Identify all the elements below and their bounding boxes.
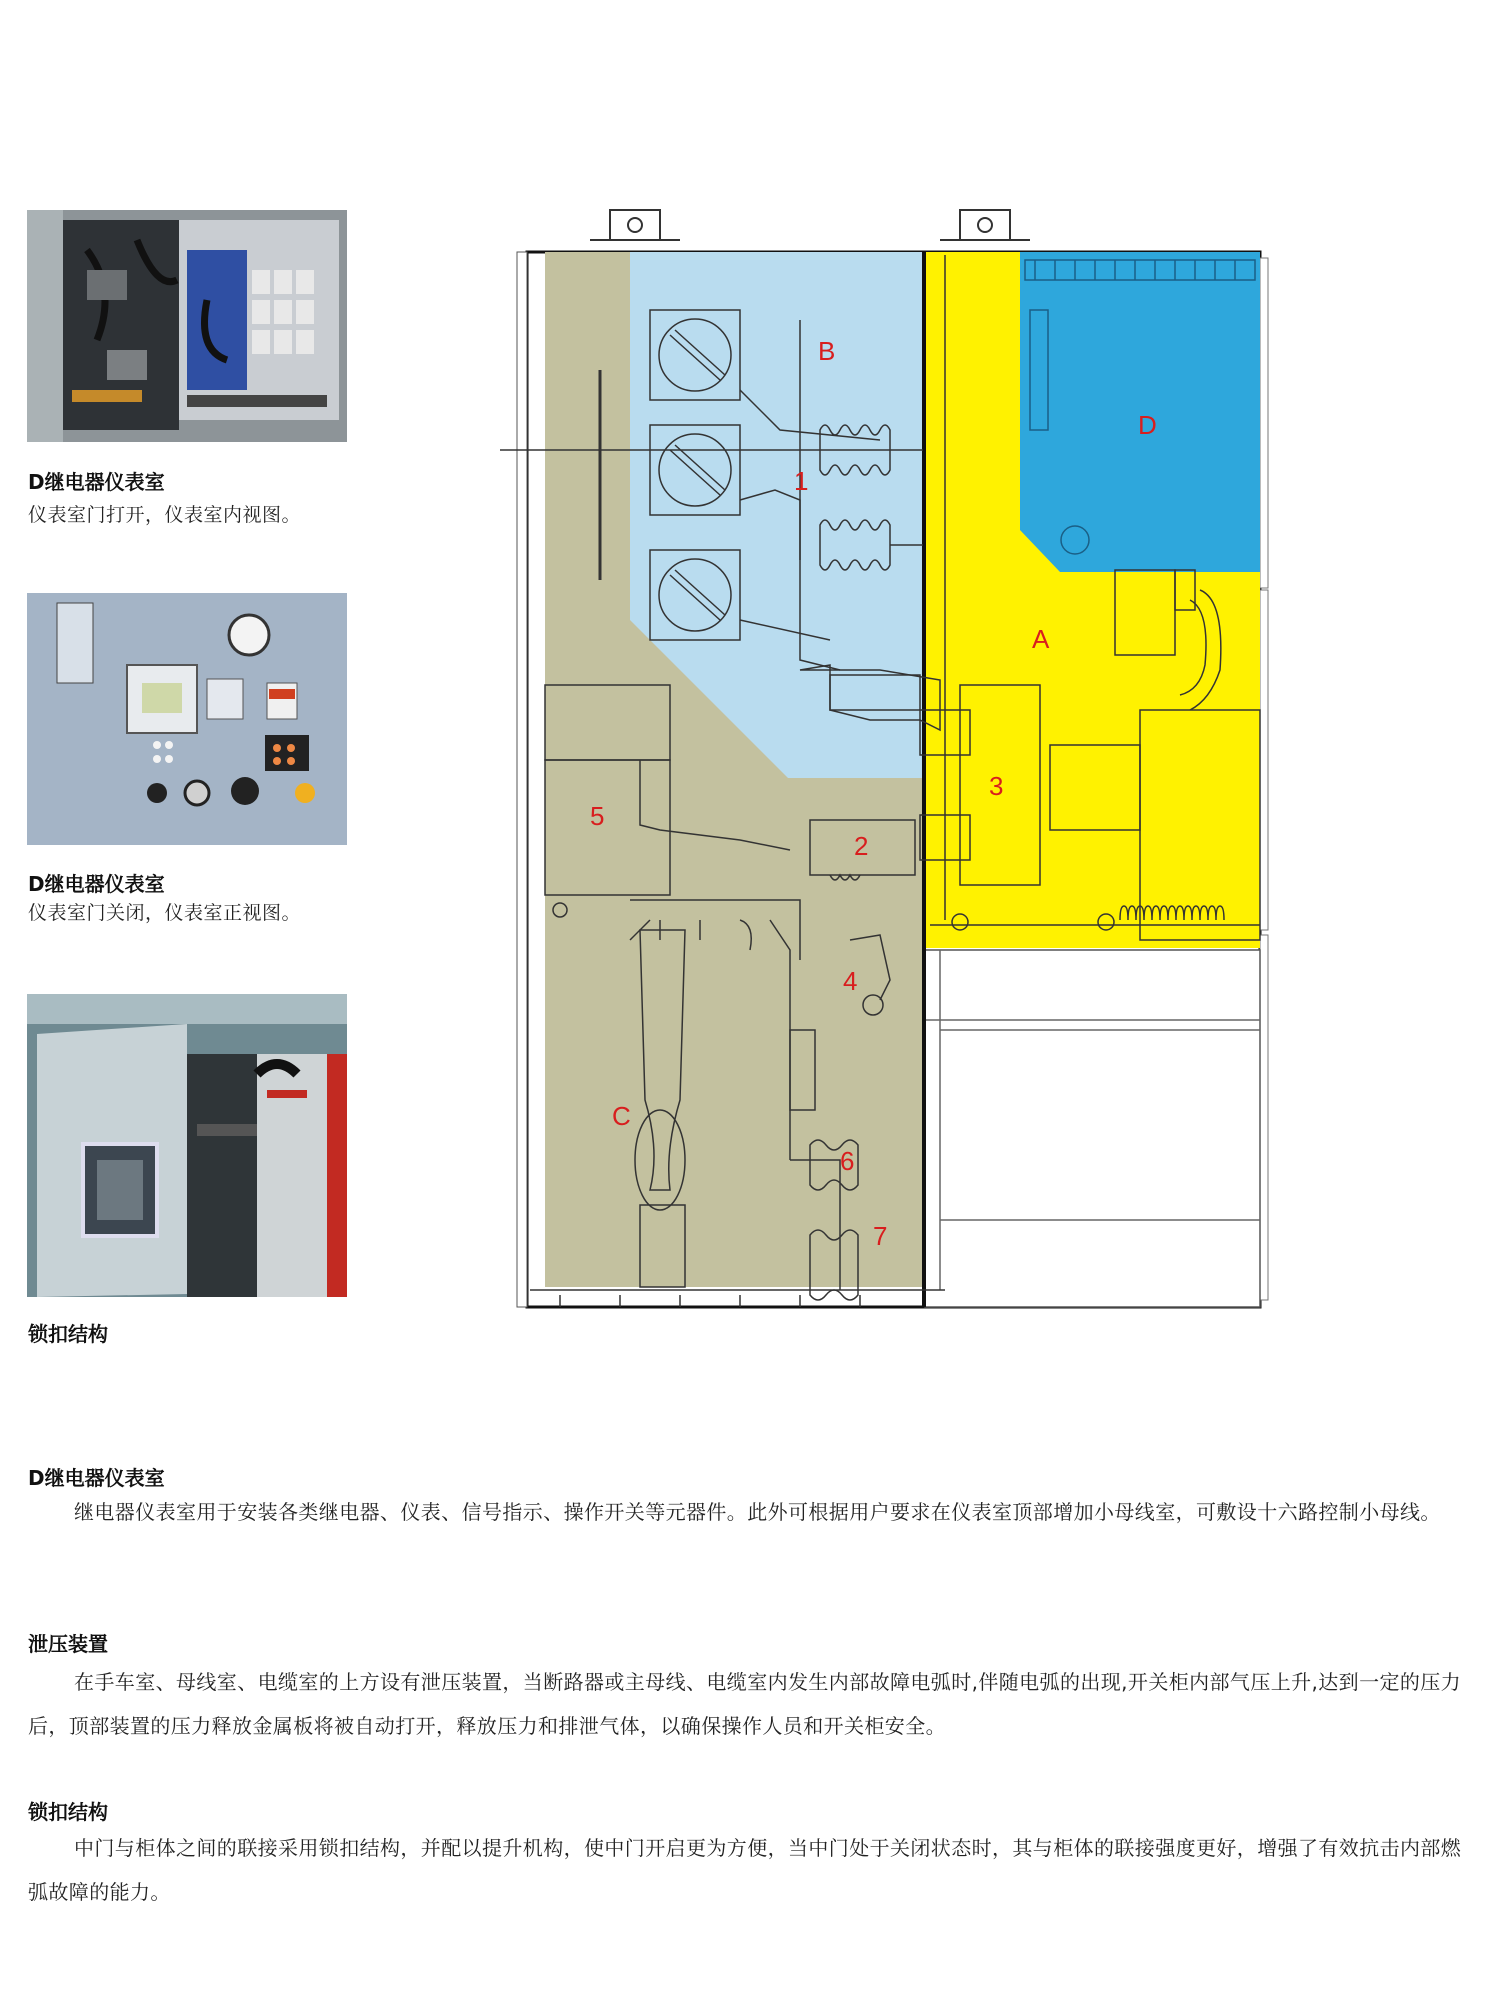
section-1-title: D继电器仪表室: [28, 1466, 165, 1490]
label-7: 7: [873, 1221, 888, 1251]
label-1: 1: [794, 466, 809, 496]
section-1-text: 继电器仪表室用于安装各类继电器、仪表、信号指示、操作开关等元器件。此外可根据用户要求在仪表室顶部增加小母线室，可敷设十六路控制小母线。: [74, 1500, 1441, 1524]
label-3: 3: [989, 771, 1004, 801]
label-a: A: [1032, 624, 1050, 654]
section-3-title: 锁扣结构: [28, 1800, 108, 1824]
label-5: 5: [590, 801, 605, 831]
label-6: 6: [840, 1146, 855, 1176]
photo-relay-room-front: [27, 593, 347, 845]
photo-1-subtitle: 仪表室门打开，仪表室内视图。: [28, 504, 302, 526]
switchgear-cross-section-diagram: [500, 200, 1280, 1320]
label-2: 2: [854, 831, 869, 861]
photo-1-title: D继电器仪表室: [28, 470, 165, 494]
label-4: 4: [843, 966, 858, 996]
lifting-lugs: [590, 210, 1030, 240]
photo-2-subtitle: 仪表室门关闭，仪表室正视图。: [28, 902, 302, 924]
photo-relay-room-open: [27, 210, 347, 442]
section-1-body: [28, 1490, 1468, 1534]
section-3-text: 中门与柜体之间的联接采用锁扣结构，并配以提升机构，使中门开启更为方便，当中门处于关闭状态时，其与柜体的联接强度更好，增强了有效抗击内部燃弧故障的能力。: [28, 1836, 1462, 1904]
section-3-body: [28, 1826, 1468, 1914]
photo-3-title: 锁扣结构: [28, 1322, 108, 1346]
section-2-title: 泄压装置: [28, 1632, 108, 1656]
label-b: B: [818, 336, 836, 366]
label-d: D: [1138, 410, 1157, 440]
photo-2-title: D继电器仪表室: [28, 872, 165, 896]
section-2-text: 在手车室、母线室、电缆室的上方设有泄压装置，当断路器或主母线、电缆室内发生内部故障电弧时,伴随电弧的出现,开关柜内部气压上升,达到一定的压力后，顶部装置的压力释放金属板将被自动打开，释放压力和排泄气体，以确保操作人员和开关柜安全。: [28, 1670, 1462, 1738]
section-2-body: [28, 1660, 1468, 1748]
photo-locking-structure: [27, 994, 347, 1297]
label-c: C: [612, 1101, 631, 1131]
